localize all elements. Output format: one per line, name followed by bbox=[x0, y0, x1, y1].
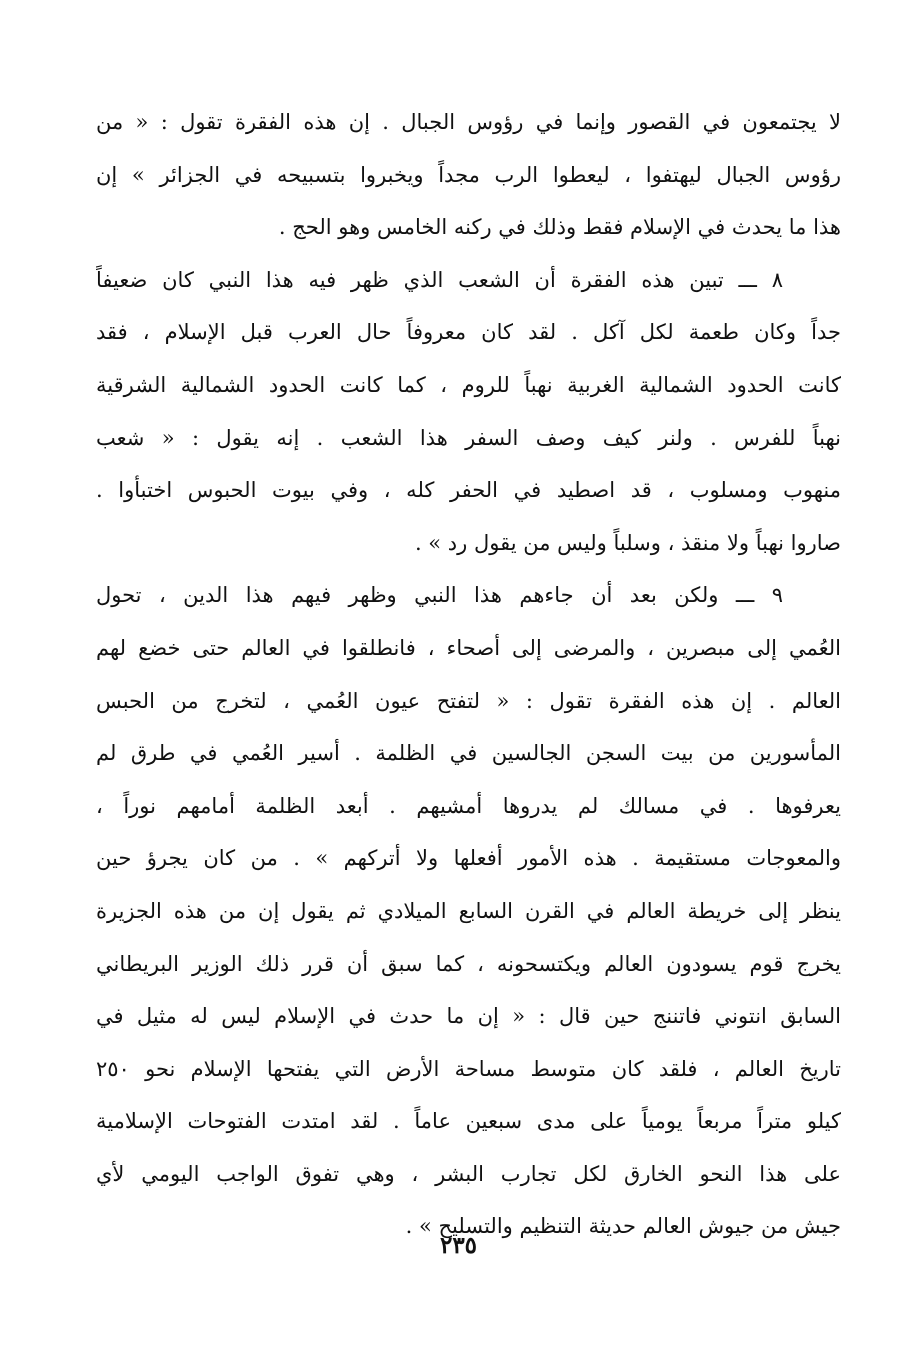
text-line: تاريخ العالم ، فلقد كان متوسط مساحة الأرض التي يفتحها الإسلام نحو ٢٥٠ bbox=[96, 1056, 841, 1081]
text-line: العالم . إن هذه الفقرة تقول : « لتفتح عيون العُمي ، لتخرج من الحبس bbox=[96, 688, 841, 713]
text-line: هذا ما يحدث في الإسلام فقط وذلك في ركنه الخامس وهو الحج . bbox=[278, 215, 841, 240]
text-line: يخرج قوم يسودون العالم ويكتسحونه ، كما سبق أن قرر ذلك الوزير البريطاني bbox=[96, 951, 841, 976]
text-line: ينظر إلى خريطة العالم في القرن السابع الميلادي ثم يقول إن من هذه الجزيرة bbox=[96, 898, 841, 923]
page-number: ٢٣٥ bbox=[439, 1232, 478, 1259]
paragraph-first-line: ٨ ـــ تبين هذه الفقرة أن الشعب الذي ظهر فيه هذا النبي كان ضعيفاً bbox=[96, 267, 783, 292]
text-line: منهوب ومسلوب ، قد اصطيد في الحفر كله ، وفي بيوت الحبوس اختبأوا . bbox=[96, 478, 841, 503]
text-line: والمعوجات مستقيمة . هذه الأمور أفعلها ولا أتركهم » . من كان يجرؤ حين bbox=[96, 846, 841, 871]
text-line: كانت الحدود الشمالية الغربية نهباً للروم ، كما كانت الحدود الشمالية الشرقية bbox=[96, 372, 841, 397]
text-line: السابق انتوني فاتننج حين قال : « إن ما حدث في الإسلام ليس له مثيل في bbox=[96, 1004, 841, 1029]
text-line: لا يجتمعون في القصور وإنما في رؤوس الجبال . إن هذه الفقرة تقول : « من bbox=[96, 110, 841, 134]
text-line: العُمي إلى مبصرين ، والمرضى إلى أصحاء ، فانطلقوا في العالم حتى خضع لهم bbox=[96, 635, 841, 660]
text-line: يعرفوها . في مسالك لم يدروها أمشيهم . أبعد الظلمة أمامهم نوراً ، bbox=[96, 793, 841, 818]
text-line: رؤوس الجبال ليهتفوا ، ليعطوا الرب مجداً ويخبروا بتسبيحه في الجزائر » إن bbox=[96, 162, 841, 187]
text-line: جيش من جيوش العالم حديثة التنظيم والتسليح » . bbox=[405, 1214, 841, 1239]
text-line: كيلو متراً مربعاً يومياً على مدى سبعين عاماً . لقد امتدت الفتوحات الإسلامية bbox=[96, 1109, 841, 1134]
text-line: صاروا نهباً ولا منقذ ، وسلباً وليس من يقول رد » . bbox=[414, 530, 841, 555]
paragraph-first-line: ٩ ـــ ولكن بعد أن جاءهم هذا النبي وظهر فيهم هذا الدين ، تحول bbox=[96, 583, 783, 608]
text-line: نهباً للفرس . ولنر كيف وصف السفر هذا الشعب . إنه يقول : « شعب bbox=[96, 425, 841, 450]
body-text bbox=[96, 96, 841, 1253]
text-line: على هذا النحو الخارق لكل تجارب البشر ، وهي تفوق الواجب اليومي لأي bbox=[96, 1161, 841, 1186]
text-line: المأسورين من بيت السجن الجالسين في الظلمة . أسير العُمي في طرق لم bbox=[96, 741, 841, 766]
text-line: جداً وكان طعمة لكل آكل . لقد كان معروفاً حال العرب قبل الإسلام ، فقد bbox=[96, 320, 841, 345]
